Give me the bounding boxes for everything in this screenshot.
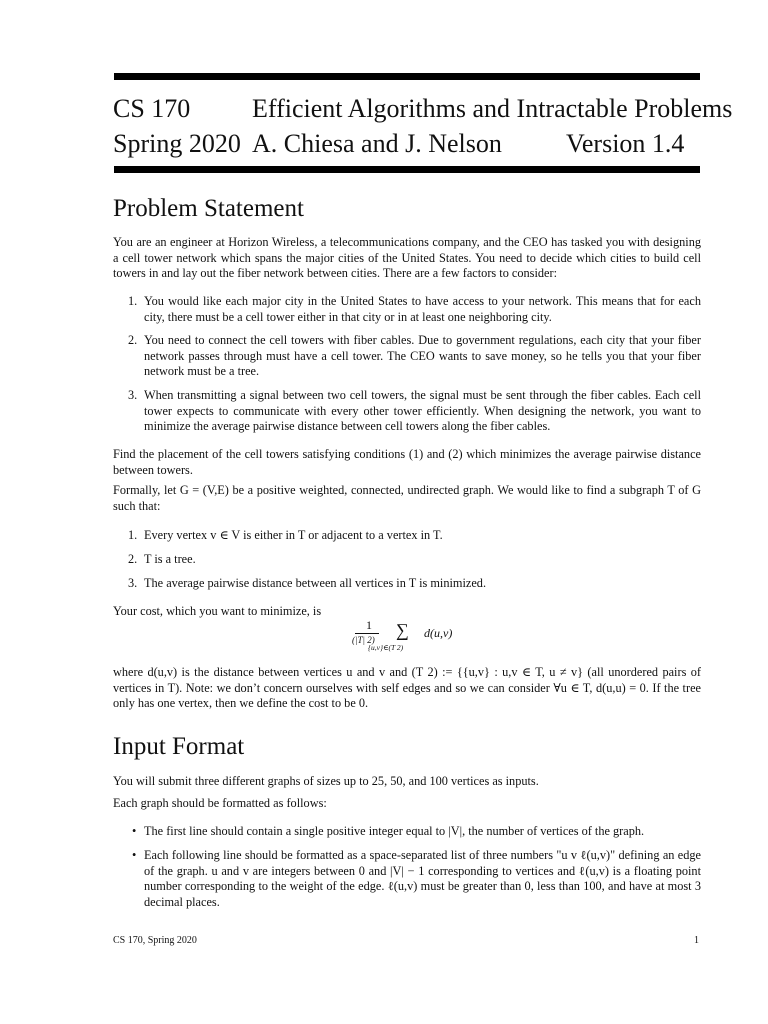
cost-formula (352, 618, 472, 658)
input-format-heading: Input Format (113, 733, 245, 760)
header-bottom-rule (114, 166, 700, 173)
condition-number: 2. (128, 552, 138, 566)
condition-text: Every vertex v ∈ V is either in T or adjacent to a vertex in T. (144, 528, 443, 542)
input-format-paragraph-1: You will submit three different graphs of sizes up to 25, 50, and 100 vertices as inputs. (113, 774, 539, 788)
footer-course: CS 170, Spring 2020 (113, 935, 197, 946)
bullet-mark: • (132, 824, 137, 838)
course-instructors: A. Chiesa and J. Nelson (252, 129, 502, 158)
condition-text: T is a tree. (144, 552, 196, 566)
fraction-bar (355, 633, 379, 634)
course-title: Efficient Algorithms and Intractable Problems (252, 94, 733, 123)
factor-number: 1. (128, 294, 138, 308)
find-paragraph: Find the placement of the cell towers satisfying conditions (1) and (2) which minimizes the average pairwise distance between towers. (113, 447, 701, 477)
bullet-text: The first line should contain a single positive integer equal to |V|, the number of vertices of the graph. (144, 824, 645, 838)
condition-text: The average pairwise distance between all vertices in T is minimized. (144, 576, 487, 590)
condition-number: 3. (128, 576, 138, 590)
where-paragraph: where d(u,v) is the distance between vertices u and v and (T 2) := {{u,v} : u,v ∈ T, u ≠ v} (all unordered pairs of vertices in T). Note: we don’t concern ourselves with self edges and so we can consider ∀u ∈ T, d(u,u) = 0. If the tree only has one vertex, then we define the cost to be 0. (113, 665, 701, 711)
course-term: Spring 2020 (113, 129, 241, 158)
summation-symbol: ∑ (396, 620, 409, 640)
problem-statement-heading: Problem Statement (113, 195, 304, 222)
factor-text: You need to connect the cell towers with fiber cables. Due to government regulations, each city that your fiber network passes through must have a cell tower. The CEO wants to save money, so he tells you that your fiber network must be a tree. (144, 333, 701, 379)
formula-denominator: (|T| 2) (352, 635, 375, 645)
factor-number: 3. (128, 388, 138, 402)
document-version: Version 1.4 (566, 129, 685, 158)
factor-text: When transmitting a signal between two cell towers, the signal must be sent through the fiber cables. Each cell tower expects to communicate with every other tower efficiently. When designing the network, you want to minimize the average pairwise distance between cell towers along the fiber cables. (144, 388, 701, 434)
page-number: 1 (694, 935, 699, 946)
factor-text: You would like each major city in the United States to have access to your network. This means that for each city, there must be a cell tower either in that city or in at least one neighboring city. (144, 294, 701, 324)
bullet-mark: • (132, 848, 137, 862)
bullet-text: Each following line should be formatted as a space-separated list of three numbers "u v ℓ(u,v)" defining an edge of the graph. u and v are integers between 0 and |V| − 1 corresponding to vertices and ℓ(u,v) is a floating point number corresponding to the weight of the edge. ℓ(u,v) must be greater than 0, less than 100, and have at most 3 decimal places. (144, 848, 701, 909)
header-top-rule (114, 73, 700, 80)
summation-term: d(u,v) (424, 626, 453, 640)
input-format-paragraph-2: Each graph should be formatted as follows: (113, 796, 327, 810)
course-code: CS 170 (113, 94, 191, 123)
summation-subscript: {u,v}∈(T 2) (368, 643, 404, 652)
condition-number: 1. (128, 528, 138, 542)
problem-intro-paragraph: You are an engineer at Horizon Wireless, a telecommunications company, and the CEO has tasked you with designing a cell tower network which spans the major cities of the United States. You need to decide which cities to build cell towers in and lay out the fiber network between cities. There are a few factors to consider: (113, 235, 701, 281)
cost-intro-paragraph: Your cost, which you want to minimize, is (113, 604, 322, 618)
factor-number: 2. (128, 333, 138, 347)
formula-numerator: 1 (366, 618, 372, 632)
formal-definition-paragraph: Formally, let G = (V,E) be a positive weighted, connected, undirected graph. We would like to find a subgraph T of G such that: (113, 483, 701, 513)
